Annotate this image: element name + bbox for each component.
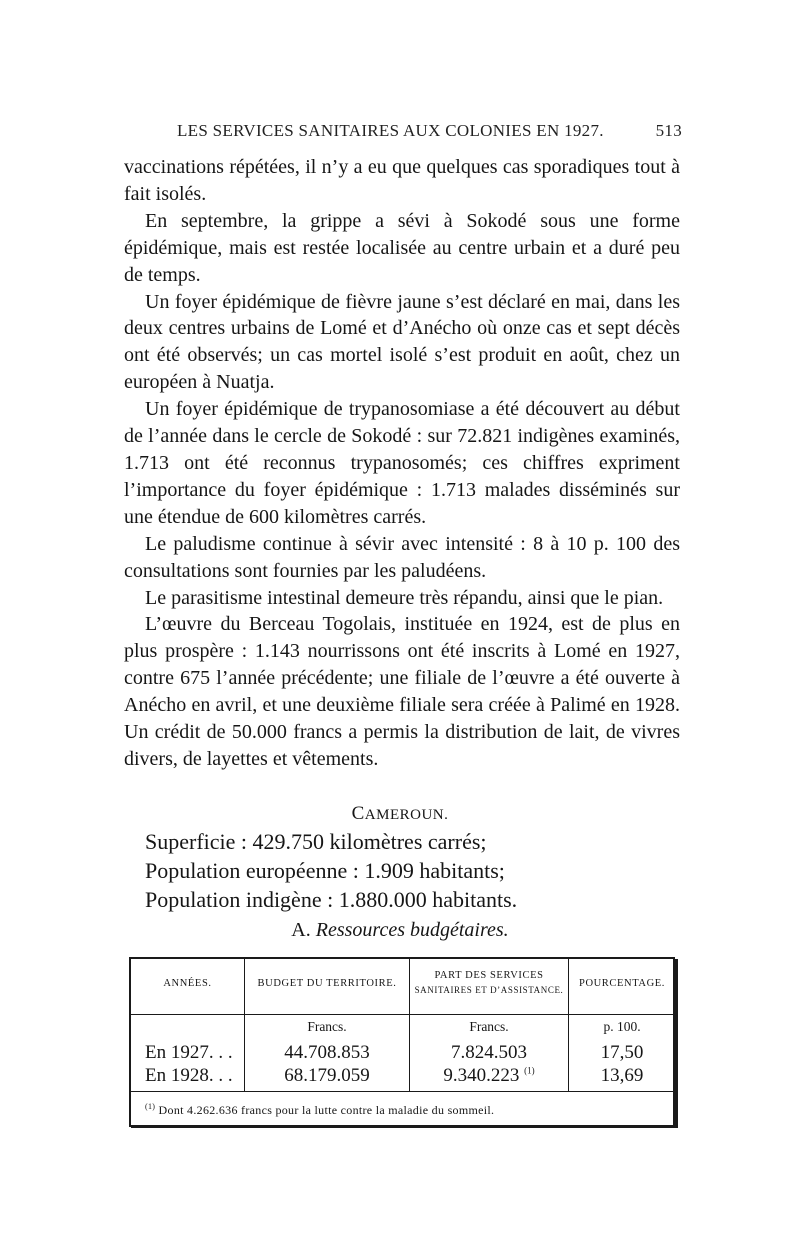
header-part-line2: SANITAIRES ET D’ASSISTANCE. (414, 985, 564, 995)
header-part-services (410, 969, 568, 997)
subsection-letter: A. (291, 919, 311, 941)
row-part-value: 9.340.223 (443, 1065, 520, 1086)
paragraph-parasitisme: Le parasitisme intestinal demeure très répandu, ainsi que le pian. (145, 586, 664, 609)
row-pct: 17,50 (600, 1042, 644, 1063)
header-pourcentage: POURCENTAGE. (579, 978, 665, 989)
section-title-rest: AMEROUN. (364, 807, 449, 823)
row-part (410, 1042, 568, 1064)
footnote-text: Dont 4.262.636 francs pour la lutte contre la maladie du sommeil. (158, 1103, 495, 1117)
fact-superficie: Superficie : 429.750 kilomètres carrés; (145, 829, 487, 854)
fact-population-indigene: Population indigène : 1.880.000 habitants. (145, 887, 518, 912)
section-title (351, 803, 449, 824)
subsection-heading (0, 919, 800, 942)
section-heading-cameroun (0, 803, 800, 825)
table-shadow-right (675, 959, 678, 1128)
header-budget: BUDGET DU TERRITOIRE. (257, 978, 397, 989)
budget-table (129, 957, 675, 1127)
row-pct: 13,69 (600, 1065, 644, 1086)
row-budget: 44.708.853 (284, 1042, 370, 1063)
paragraph-grippe: En septembre, la grippe a sévi à Sokodé sous une forme épidémique, mais est restée localisée au centre urbain et a duré peu de temps. (124, 209, 680, 286)
row-part (410, 1065, 568, 1087)
facts-block (145, 827, 517, 914)
footnote-rule (131, 1091, 673, 1092)
fact-population-europeenne: Population européenne : 1.909 habitants; (145, 858, 505, 883)
page-number: 513 (655, 121, 682, 140)
row-budget: 68.179.059 (284, 1065, 370, 1086)
unit-budget: Francs. (307, 1019, 347, 1034)
body-text (124, 154, 680, 773)
paragraph-fievre-jaune: Un foyer épidémique de fièvre jaune s’est déclaré en mai, dans les deux centres urbains de Lomé et d’Anécho où onze cas et sept décès ont été observés; un cas mortel isolé s’est produit en août, chez un européen à Nuatja. (124, 290, 680, 394)
footnote-marker: (1) (145, 1102, 156, 1111)
row-note-ref: (1) (524, 1065, 535, 1076)
section-title-initial: C (351, 803, 365, 824)
header-rule (131, 1014, 673, 1015)
running-head-title: LES SERVICES SANITAIRES AUX COLONIES EN 1927. (177, 121, 604, 140)
row-year: En 1928. . . (145, 1065, 233, 1086)
unit-pourcentage: p. 100. (603, 1019, 641, 1034)
paragraph-trypanosomiase: Un foyer épidémique de trypanosomiase a été découvert au début de l’année dans le cercle de Sokodé : sur 72.821 indigènes examinés, 1.713 ont été reconnus trypanosomés; ces chiffres expriment l’importance du foyer épidémique : 1.713 malades disséminés sur une étendue de 600 kilomètres carrés. (124, 398, 680, 528)
paragraph-berceau-togolais: L’œuvre du Berceau Togolais, instituée en 1924, est de plus en plus prospère : 1.143 nourrissons ont été inscrits à Lomé en 1927, contre 675 l’année précédente; une filiale de l’œuvre a été ouverte à Anécho en avril, et une deuxième filiale sera créée à Palimé en 1928. Un crédit de 50.000 francs a permis la distribution de lait, de vivres divers, de layettes et vêtements. (124, 613, 680, 770)
row-part-value: 7.824.503 (451, 1042, 527, 1063)
header-annees: ANNÉES. (163, 978, 212, 989)
row-year: En 1927. . . (145, 1042, 233, 1063)
header-part-line1: PART DES SERVICES (434, 970, 544, 981)
paragraph-paludisme: Le paludisme continue à sévir avec intensité : 8 à 10 p. 100 des consultations sont fournies par les paludéens. (124, 532, 680, 582)
paragraph-vaccinations: vaccinations répétées, il n’y a eu que quelques cas sporadiques tout à fait isolés. (124, 156, 680, 205)
table-footnote (145, 1102, 494, 1118)
unit-part: Francs. (469, 1019, 509, 1034)
subsection-title: Ressources budgétaires. (315, 919, 509, 941)
